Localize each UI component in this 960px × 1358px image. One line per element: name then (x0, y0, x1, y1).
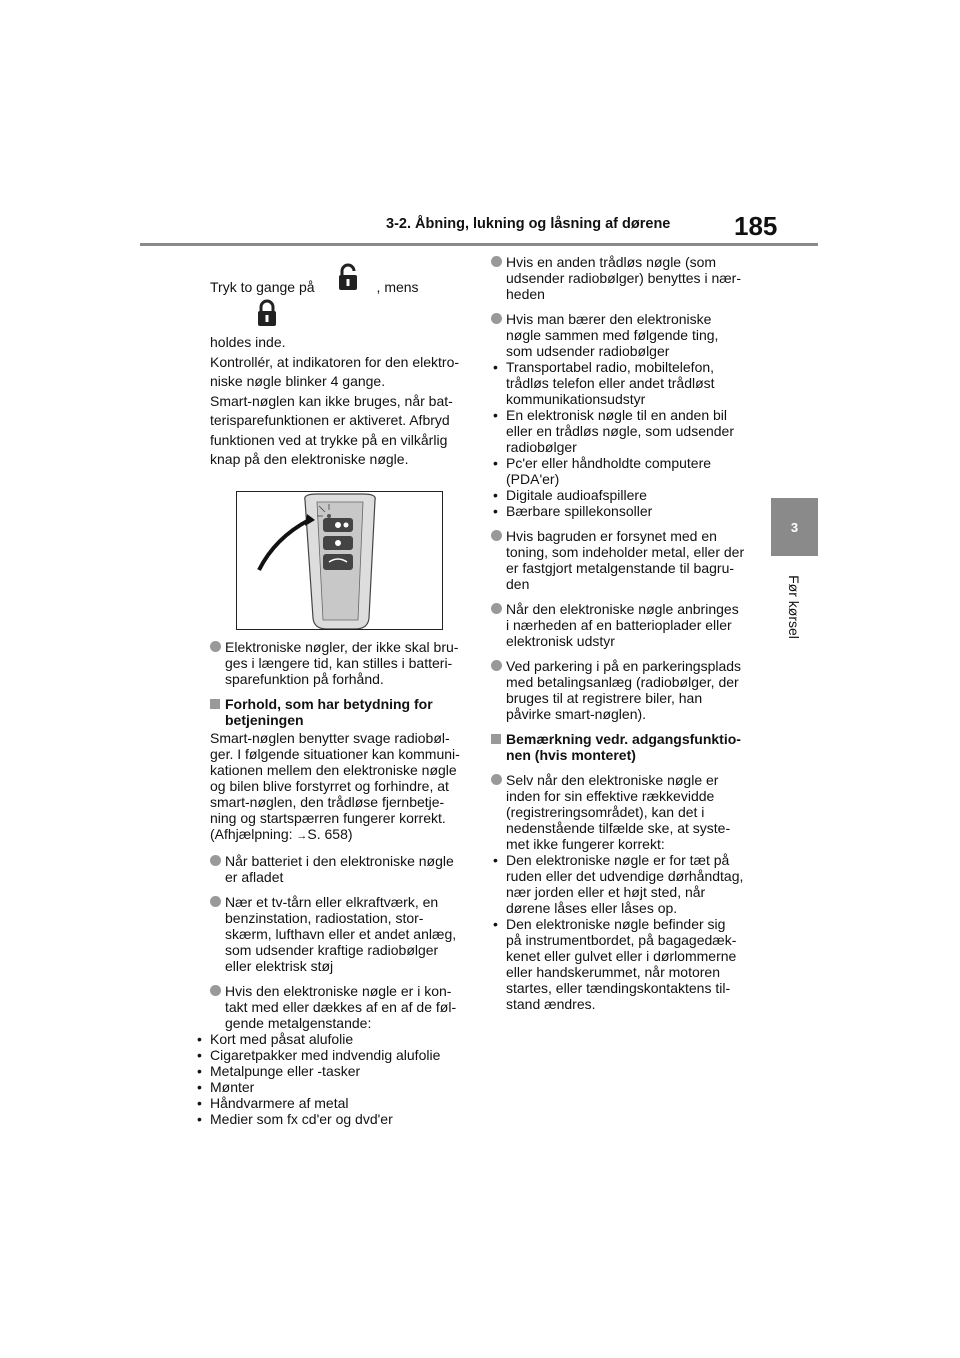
text-line: stand ændres. (506, 996, 596, 1012)
text-line: Bemærkning vedr. adgangsfunktio- (506, 731, 741, 747)
text-line: er fastgjort metalgenstande til bagru- (506, 560, 735, 576)
text-line: Pc'er eller håndholdte computere (506, 455, 712, 471)
text-line: met ikke fungerer korrekt: (506, 836, 665, 852)
list-item (491, 311, 758, 359)
text-line: eller elektrisk støj (225, 957, 334, 974)
text-line: takt med eller dækkes af en af de føl- (225, 998, 457, 1015)
text-line: med betalingsanlæg (radiobølger, der (506, 674, 739, 690)
text-line: ruden eller det udvendige dørhåndtag, (506, 868, 744, 884)
text-line: nen (hvis monteret) (506, 747, 636, 763)
text-line: toning, som indeholder metal, eller der (506, 544, 745, 560)
bullet-dot (210, 985, 221, 996)
text-line: radiobølger (506, 439, 577, 455)
text-line: er afladet (225, 868, 284, 885)
list-item (491, 601, 758, 649)
sub-list-item: • Digitale audioafspillere (491, 487, 758, 503)
list-item (491, 528, 758, 592)
text-line: (PDA'er) (506, 471, 560, 487)
intro-line: Smart-nøglen kan ikke bruges, når bat- (210, 392, 453, 409)
text-line: smart-nøglen, den trådløse fjernbetje- (210, 793, 445, 810)
text-span: Medier som fx cd'er og dvd'er (210, 1110, 393, 1127)
text-line: Når den elektroniske nøgle anbringes (506, 601, 739, 617)
sub-list (195, 1031, 472, 1127)
text-line: trådløs telefon eller andet trådløst (506, 375, 715, 391)
text-span: Metalpunge eller -tasker (210, 1062, 361, 1079)
sub-list-item: • Håndvarmere af metal (197, 1094, 349, 1111)
text-line: heden (506, 286, 545, 302)
text-line: Digitale audioafspillere (506, 487, 647, 503)
text-line: påvirke smart-nøglen). (506, 706, 647, 722)
text-line: Hvis man bærer den elektroniske (506, 311, 712, 327)
text-span: Kort med påsat alufolie (210, 1030, 354, 1047)
text-line: (registreringsområdet), kan det i (506, 804, 705, 820)
text-line: Hvis bagruden er forsynet med en (506, 528, 717, 544)
list-item (210, 639, 472, 687)
intro-line: niske nøgle blinker 4 gange. (210, 373, 386, 389)
text-line: Elektroniske nøgler, der ikke skal bru- (225, 638, 459, 655)
text-line: startes, eller tændingskontaktens til- (506, 980, 731, 996)
text-line: Smart-nøglen benytter svage radiobøl- (210, 729, 450, 746)
text-line: Forhold, som har betydning for (225, 695, 433, 712)
bullet-dot (491, 530, 502, 541)
text-line: kationen mellem den elektroniske nøgle (210, 761, 457, 778)
sub-list (491, 852, 758, 1012)
text-line: Hvis den elektroniske nøgle er i kon- (225, 982, 452, 999)
text-line: En elektronisk nøgle til en anden bil (506, 407, 728, 423)
text-line: Hvis en anden trådløs nøgle (som (506, 254, 717, 270)
list-item (491, 772, 758, 852)
list-item (491, 658, 758, 722)
intro-line: knap på den elektroniske nøgle. (210, 451, 409, 467)
text-line: ger. I følgende situationer kan kommuni- (210, 745, 460, 762)
chapter-tab (771, 498, 818, 556)
text-line: Transportabel radio, mobiltelefon, (506, 359, 715, 375)
list-item (210, 894, 472, 974)
text-line: som udsender radiobølger (506, 343, 670, 359)
section-heading (491, 731, 758, 763)
text-line: nedenstående tilfælde ske, at syste- (506, 820, 731, 836)
text-line: udsender radiobølger) benyttes i nær- (506, 270, 742, 286)
header-divider (140, 243, 818, 246)
text-line: kommunikationsudstyr (506, 391, 646, 407)
sub-list-item: • Transportabel radio, mobiltelefon, trådløs telefon eller andet trådløst kommunikationsudstyr (491, 359, 758, 407)
sub-list-item: • En elektronisk nøgle til en anden bil eller en trådløs nøgle, som udsender radiobølger (491, 407, 758, 455)
list-item (491, 254, 758, 302)
text-span: Mønter (210, 1078, 255, 1095)
text-line: Den elektroniske nøgle er for tæt på (506, 852, 730, 868)
text-span: Håndvarmere af metal (210, 1094, 349, 1111)
text-line: Selv når den elektroniske nøgle er (506, 772, 719, 788)
text-line: benzinstation, radiostation, stor- (225, 909, 424, 926)
intro-line: Tryk to gange på (210, 279, 315, 295)
right-column (491, 254, 758, 1012)
sub-list-item: • Kort med påsat alufolie (197, 1030, 354, 1047)
sub-list (491, 359, 758, 519)
intro-line: holdes inde. (210, 334, 286, 350)
reference-arrow: → (296, 829, 308, 842)
sub-list-item: • Den elektroniske nøgle er for tæt på ruden eller det udvendige dørhåndtag, nær jorden eller et højt sted, når dørene låses eller låses op. (491, 852, 758, 916)
text-line: kenet eller gulvet eller i dørlommerne (506, 948, 737, 964)
intro-line: , mens (376, 279, 419, 295)
intro-line: terisparefunktionen er aktiveret. Afbryd (210, 412, 450, 428)
sub-list-item: • Bærbare spillekonsoller (491, 503, 758, 519)
text-line: gende metalgenstande: (225, 1014, 372, 1031)
list-item (210, 983, 472, 1031)
sub-list-item: • Mønter (197, 1078, 255, 1095)
text-line: i nærheden af en batterioplader eller (506, 617, 732, 633)
key-fob-illustration (236, 491, 443, 630)
chapter-number: 3 (790, 519, 799, 535)
text-line: på instrumentbordet, på bagagedæk- (506, 932, 737, 948)
text-line: og bilen blive forstyrret og forhindre, at (210, 777, 449, 794)
section-title: 3-2. Åbning, lukning og låsning af dørene (386, 216, 671, 232)
text-line: den (506, 576, 530, 592)
sub-list-item: • Pc'er eller håndholdte computere (PDA'er) (491, 455, 758, 487)
text-span: S. 658) (307, 825, 353, 842)
text-line: eller en trådløs nøgle, som udsender (506, 423, 734, 439)
section-heading (210, 696, 472, 728)
intro-line: Kontrollér, at indikatoren for den elektro- (210, 353, 460, 370)
page-number: 185 (734, 211, 778, 241)
text-line: betjeningen (225, 711, 304, 728)
text-line: ning og startspærren fungerer korrekt. (210, 809, 446, 826)
section-square (210, 699, 220, 709)
bullet-dot (491, 774, 502, 785)
chapter-title-vertical (759, 560, 829, 655)
text-line: eller handskerummet, når motoren (506, 964, 720, 980)
text-line: Når batteriet i den elektroniske nøgle (225, 852, 454, 869)
text-line: inden for sin effektive rækkevidde (506, 788, 715, 804)
bullet-dot (210, 896, 221, 907)
text-line: sparefunktion på forhånd. (225, 670, 384, 687)
sub-list-item: • Cigaretpakker med indvendig alufolie (197, 1046, 441, 1063)
body-paragraph (210, 730, 472, 844)
bullet-dot (491, 603, 502, 614)
text-line: Den elektroniske nøgle befinder sig (506, 916, 726, 932)
bullet-dot (491, 660, 502, 671)
sub-list-item: • Den elektroniske nøgle befinder sig på instrumentbordet, på bagagedæk- kenet eller gulvet eller i dørlommerne eller handskerummet, når motoren startes, eller tændingskontaktens til- stand ændres. (491, 916, 758, 1012)
text-line: Nær et tv-tårn eller elkraftværk, en (225, 893, 439, 910)
list-item (210, 853, 472, 885)
bullet-dot (491, 313, 502, 324)
sub-list-item: • Metalpunge eller -tasker (197, 1062, 361, 1079)
text-line: Bærbare spillekonsoller (506, 503, 653, 519)
text-line: som udsender kraftige radiobølger (225, 941, 439, 958)
text-line: nøgle sammen med følgende ting, (506, 327, 719, 343)
unlock-icon (333, 262, 363, 292)
text-line: elektronisk udstyr (506, 633, 615, 649)
intro-line: funktionen ved at trykke på en vilkårlig (210, 431, 448, 448)
intro-text (210, 262, 472, 470)
bullet-dot (210, 855, 221, 866)
bullet-dot (210, 641, 221, 652)
text-line: ges i længere tid, kan stilles i batteri- (225, 654, 453, 671)
text-span: Cigaretpakker med indvendig alufolie (210, 1046, 441, 1063)
text-line: skærm, lufthavn eller et andet anlæg, (225, 925, 457, 942)
lock-icon (252, 298, 282, 328)
sub-list-item: • Medier som fx cd'er og dvd'er (197, 1110, 393, 1127)
left-column (197, 262, 472, 1127)
text-line: Ved parkering i på en parkeringsplads (506, 658, 742, 674)
section-square (491, 734, 501, 744)
bullet-dot (491, 256, 502, 267)
page-reference (210, 826, 472, 844)
text-span: (Afhjælpning: (210, 825, 297, 842)
chapter-title: Før kørsel (786, 575, 802, 639)
text-line: dørene låses eller låses op. (506, 900, 678, 916)
text-line: nær jorden eller et højt sted, når (506, 884, 706, 900)
text-line: bruges til at registrere biler, han (506, 690, 703, 706)
